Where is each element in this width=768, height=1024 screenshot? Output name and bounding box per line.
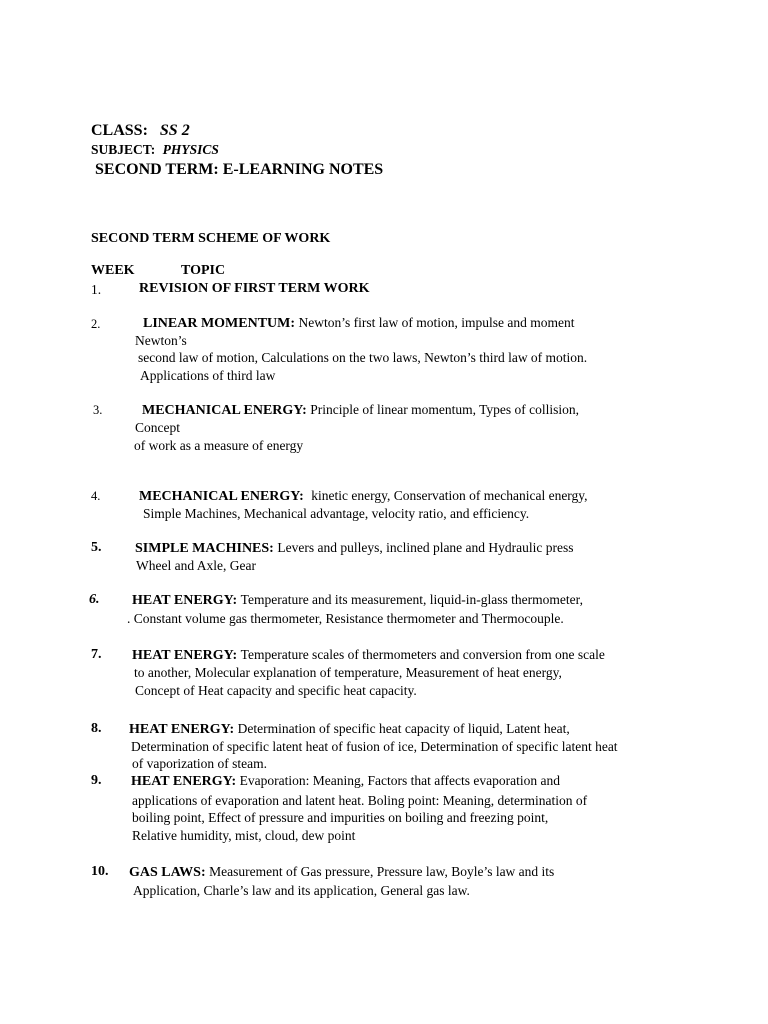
week-number: 10. [91, 864, 109, 879]
week-line: kinetic energy, Conservation of mechanical energy, [311, 488, 588, 503]
week-line: Temperature scales of thermometers and conversion from one scale [240, 647, 605, 662]
week-line: boiling point, Effect of pressure and impurities on boiling and freezing point, [132, 810, 549, 825]
week-line: of work as a measure of energy [134, 438, 304, 453]
week-number: 5. [91, 540, 102, 555]
week-line: to another, Molecular explanation of temperature, Measurement of heat energy, [134, 665, 562, 680]
week-line: Determination of specific heat capacity of liquid, Latent heat, [237, 721, 570, 736]
week-number: 9. [91, 773, 102, 788]
week-row [139, 489, 588, 504]
week-number: 1. [91, 282, 102, 297]
week-line: Simple Machines, Mechanical advantage, velocity ratio, and efficiency. [143, 506, 530, 521]
week-number: 4. [91, 489, 101, 503]
week-column-header: WEEK [91, 263, 135, 278]
week-line: Newton’s first law of motion, impulse and moment [298, 315, 575, 330]
week-number: 3. [93, 403, 103, 417]
subject-line [91, 143, 219, 157]
class-label: CLASS: [91, 122, 148, 139]
week-row [129, 722, 570, 737]
week-line: Concept [135, 420, 180, 435]
week-row [142, 403, 579, 418]
week-line: of vaporization of steam. [132, 756, 267, 771]
week-title: GAS LAWS: [129, 865, 206, 880]
week-title: HEAT ENERGY: [129, 722, 235, 737]
scheme-title: SECOND TERM SCHEME OF WORK [91, 231, 331, 246]
week-line: applications of evaporation and latent heat. Boling point: Meaning, determination of [132, 793, 588, 808]
week-line: second law of motion, Calculations on the two laws, Newton’s third law of motion. [138, 350, 588, 365]
subject-value: PHYSICS [162, 142, 219, 157]
week-line: Applications of third law [140, 368, 276, 383]
week-row [129, 865, 554, 880]
week-row [132, 648, 605, 663]
week-line: Wheel and Axle, Gear [136, 558, 256, 573]
week-line: Determination of specific latent heat of fusion of ice, Determination of specific latent heat [131, 739, 618, 754]
week-title: MECHANICAL ENERGY: [142, 403, 307, 418]
week-row [131, 774, 560, 789]
week-title: MECHANICAL ENERGY: [139, 489, 304, 504]
week-title: HEAT ENERGY: [132, 648, 238, 663]
week-title: REVISION OF FIRST TERM WORK [139, 281, 370, 296]
week-line: Temperature and its measurement, liquid-in-glass thermometer, [240, 592, 583, 607]
week-line: . Constant volume gas thermometer, Resistance thermometer and Thermocouple. [127, 611, 564, 626]
week-row [143, 316, 575, 331]
subject-label: SUBJECT: [91, 142, 156, 157]
week-line: Measurement of Gas pressure, Pressure law, Boyle’s law and its [209, 864, 555, 879]
week-line: Newton’s [135, 333, 187, 348]
week-line: Principle of linear momentum, Types of collision, [310, 402, 580, 417]
week-number: 6. [89, 592, 100, 607]
week-line: Evaporation: Meaning, Factors that affects evaporation and [239, 773, 560, 788]
week-row [132, 593, 583, 608]
class-line [91, 123, 190, 139]
class-value: SS 2 [159, 122, 190, 139]
week-title: HEAT ENERGY: [132, 593, 238, 608]
week-number: 2. [91, 317, 101, 331]
week-line: Relative humidity, mist, cloud, dew point [132, 828, 356, 843]
week-number: 8. [91, 721, 102, 736]
week-line: Concept of Heat capacity and specific heat capacity. [135, 683, 417, 698]
week-title: SIMPLE MACHINES: [135, 541, 274, 556]
week-row [135, 541, 574, 556]
week-title: HEAT ENERGY: [131, 774, 237, 789]
week-line: Levers and pulleys, inclined plane and Hydraulic press [277, 540, 574, 555]
topic-column-header: TOPIC [181, 263, 226, 278]
week-line: Application, Charle’s law and its application, General gas law. [133, 883, 470, 898]
week-number: 7. [91, 647, 102, 662]
term-title: SECOND TERM: E-LEARNING NOTES [95, 161, 384, 178]
week-title: LINEAR MOMENTUM: [143, 316, 296, 331]
